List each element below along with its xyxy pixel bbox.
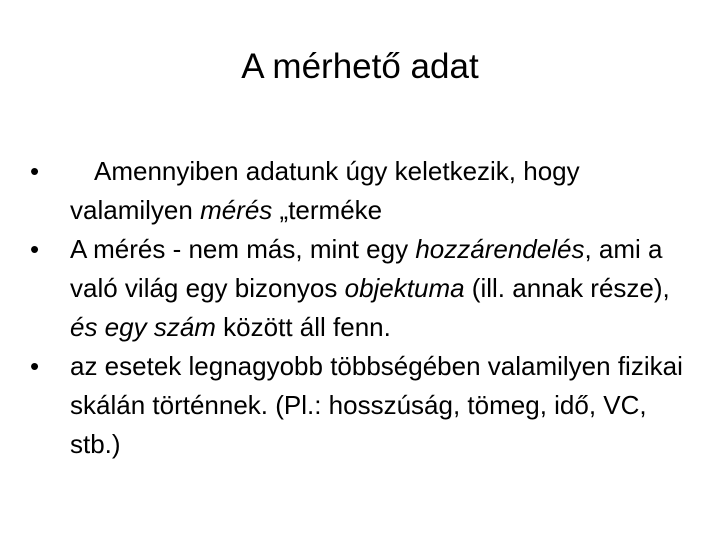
bullet-text: között áll fenn. bbox=[215, 312, 391, 342]
bullet-dot: • bbox=[30, 351, 40, 381]
bullet-text: (ill. annak része), bbox=[464, 273, 670, 303]
bullet-text: az esetek legnagyobb többségében valamilyen fizikai skálán történnek. (Pl.: hosszúság, tömeg, idő, VC, stb.) bbox=[70, 351, 683, 459]
bullet-text: A mérés - nem más, mint egy bbox=[70, 234, 416, 264]
bullet-item bbox=[30, 230, 690, 347]
slide-title: A mérhető adat bbox=[241, 47, 479, 86]
bullet-text: „terméke bbox=[272, 195, 383, 225]
bullet-list bbox=[30, 152, 690, 464]
bullet-text: Amennyiben adatunk úgy keletkezik, hogy valamilyen bbox=[70, 156, 580, 225]
bullet-dot: • bbox=[30, 156, 40, 186]
bullet-item bbox=[30, 152, 690, 230]
bullet-emphasis: objektuma bbox=[344, 273, 465, 303]
bullet-emphasis: és egy szám bbox=[70, 312, 216, 342]
bullet-dot: • bbox=[30, 234, 40, 264]
bullet-emphasis: hozzárendelés bbox=[415, 234, 585, 264]
bullet-emphasis: mérés bbox=[200, 195, 273, 225]
bullet-item bbox=[30, 347, 690, 464]
bullet-text: , ami a való világ egy bizonyos bbox=[70, 234, 663, 303]
